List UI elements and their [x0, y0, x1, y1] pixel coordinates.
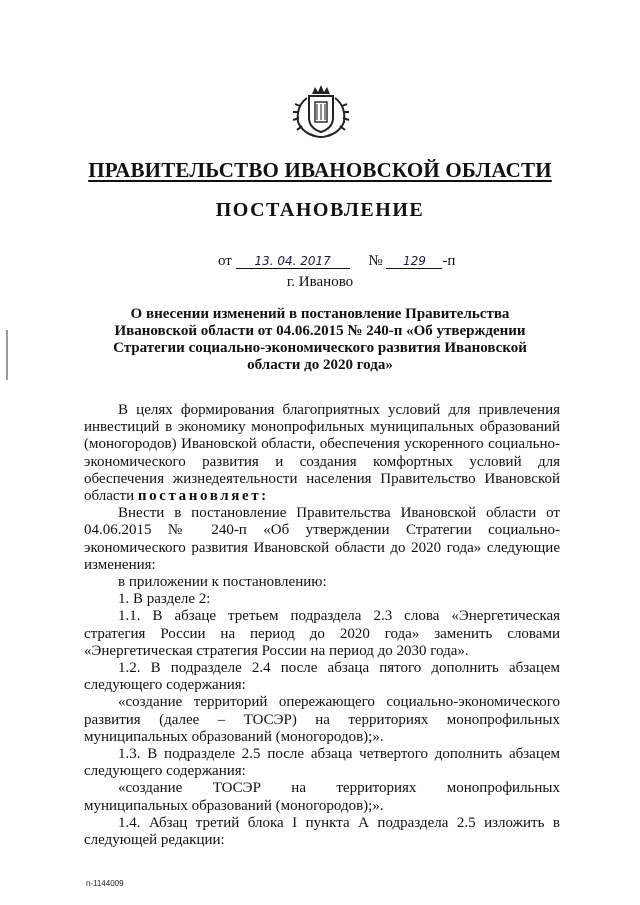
document-number: 129 [386, 254, 442, 269]
preamble-text: В целях формирования благоприятных условий для привлечения инвестиций в экономику монопрофильных муниципальных образований (моногородов) Ивановской области, обеспечения ускоренного социально-экономического развития и создания комфортных условий для обеспечения жизнедеятельности населения Правительство Ивановской области [84, 402, 560, 505]
body-paragraph: «создание ТОСЭР на территориях монопрофильных муниципальных образований (моногородов);». [84, 780, 560, 814]
preamble-paragraph [84, 402, 560, 505]
number-sign: № [368, 253, 383, 269]
decree-word: постановляет: [137, 488, 269, 505]
body-paragraph: 1.1. В абзаце третьем подраздела 2.3 слова «Энергетическая стратегия России на период до 2020 года» заменить словами «Энергетическая стратегия России на период до 2030 года». [84, 608, 560, 659]
body-paragraph: «создание территорий опережающего социально-экономического развития (далее – ТОСЭР) на территориях монопрофильных муниципальных образований (моногородов);». [84, 694, 560, 745]
body-paragraph: Внести в постановление Правительства Ивановской области от 04.06.2015 № 240-п «Об утверждении Стратегии социально-экономического развития Ивановской области до 2020 года» следующие изменения: [84, 505, 560, 573]
document-date: 13. 04. 2017 [236, 254, 350, 269]
number-suffix: -п [442, 253, 456, 269]
body-paragraph: 1. В разделе 2: [118, 591, 211, 608]
document-body [84, 402, 560, 849]
government-title: ПРАВИТЕЛЬСТВО ИВАНОВСКОЙ ОБЛАСТИ [88, 158, 552, 182]
body-paragraph: 1.2. В подразделе 2.4 после абзаца пятого дополнить абзацем следующего содержания: [84, 660, 560, 694]
date-prefix: от [218, 253, 232, 269]
margin-line [6, 330, 8, 380]
document-title: О внесении изменений в постановление Правительства Ивановской области от 04.06.2015 № 240-п «Об утверждении Стратегии социально-экономического развития Ивановской области до 2020 года» [113, 306, 527, 373]
body-paragraph: 1.4. Абзац третий блока I пункта А подраздела 2.5 изложить в следующей редакции: [84, 814, 560, 849]
city: г. Иваново [286, 274, 354, 290]
footer-code: п-1144009 [86, 879, 124, 888]
ivanovo-coat-of-arms-icon [290, 84, 352, 140]
body-paragraph: в приложении к постановлению: [118, 574, 327, 591]
date-number-line [218, 253, 455, 270]
body-paragraph: 1.3. В подразделе 2.5 после абзаца четвертого дополнить абзацем следующего содержания: [84, 746, 560, 780]
document-type: ПОСТАНОВЛЕНИЕ [215, 199, 425, 221]
